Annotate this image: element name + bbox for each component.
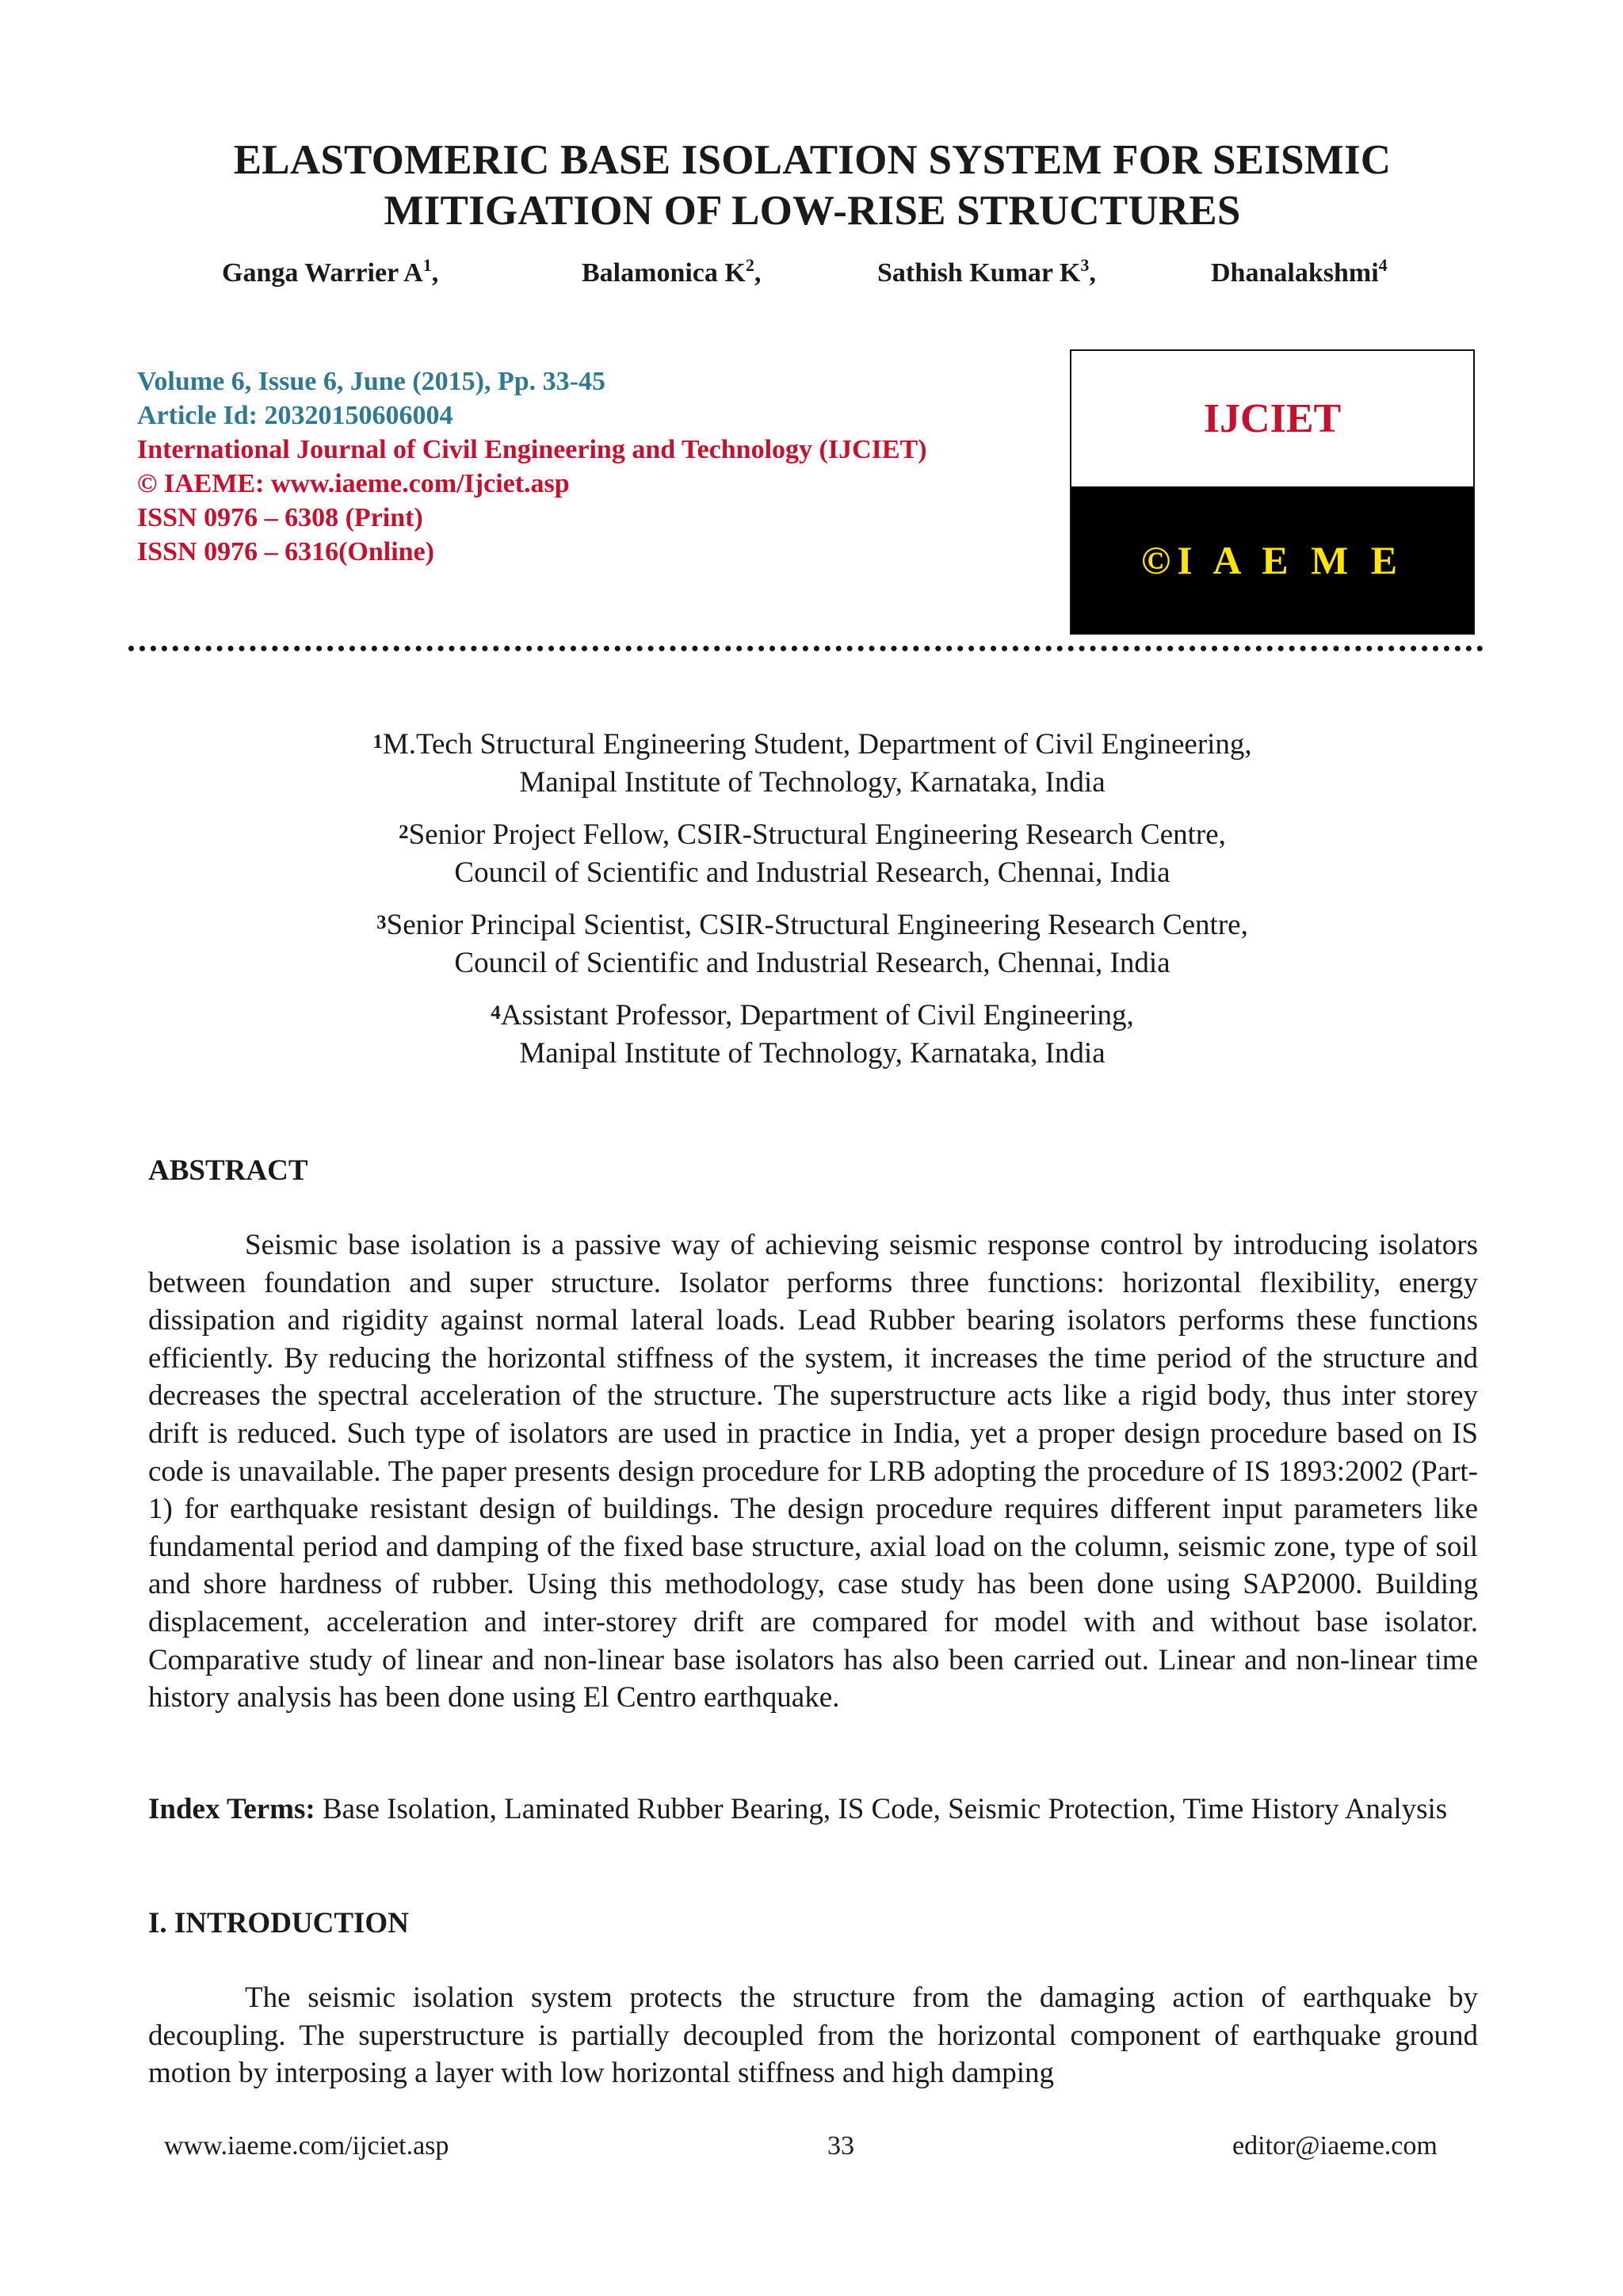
affiliations <box>238 726 1387 1087</box>
copyright-link[interactable]: © IAEME: www.iaeme.com/Ijciet.asp <box>137 469 570 498</box>
author-list <box>0 255 1623 298</box>
author-name: Dhanalakshmi <box>1211 258 1379 288</box>
author-name: Ganga Warrier A <box>222 258 423 288</box>
affiliation-4: $^4$Assistant Professor, Department of Civil Engineering, Manipal Institute of Technology, Karnataka, India <box>491 999 1134 1070</box>
logo-ijciet: IJCIET <box>1203 396 1342 441</box>
author-name: Sathish Kumar K <box>877 258 1081 288</box>
author-4 <box>1211 255 1388 288</box>
footer-url[interactable]: www.iaeme.com/ijciet.asp <box>164 2131 449 2161</box>
affiliation-1: $^1$M.Tech Structural Engineering Student, Department of Civil Engineering, Manipal Institute of Technology, Karnataka, India <box>372 728 1252 799</box>
journal-meta <box>137 364 927 569</box>
introduction-heading: I. INTRODUCTION <box>148 1907 409 1939</box>
affiliation-3: $^3$Senior Principal Scientist, CSIR-Structural Engineering Research Centre, Council of Scientific and Industrial Research, Chennai, India <box>376 909 1248 979</box>
article-id: Article Id: 20320150606004 <box>137 401 453 430</box>
index-terms-label: Index Terms: <box>148 1793 315 1825</box>
author-2: Balamonica $K^2$, <box>582 255 762 288</box>
author-sup: 3 <box>1080 255 1090 275</box>
affiliation-2: $^2$Senior Project Fellow, CSIR-Structural Engineering Research Centre, Council of Scientific and Industrial Research, Chennai, India <box>399 818 1226 889</box>
abstract-text: Seismic base isolation is a passive way of achieving seismic response control by introducing isolators between foundation and super structure. Isolator performs three functions: horizontal flexibility, energy dissipation and rigidity against normal lateral loads. Lead Rubber bearing isolators performs these functions efficiently. By reducing the horizontal stiffness of the system, it increases the time period of the structure and decreases the spectral acceleration of the structure. The superstructure acts like a rigid body, thus inter storey drift is reduced. Such type of isolators are used in practice in India, yet a proper design procedure based on IS code is unavailable. The paper presents design procedure for LRB adopting the procedure of IS 1893:2002 (Part-1) for earthquake resistant design of buildings. The design procedure requires different input parameters like fundamental period and damping of the fixed base structure, axial load on the column, seismic zone, type of soil and shore hardness of rubber. Using this methodology, case study has been done using SAP2000. Building displacement, acceleration and inter-storey drift are compared for model with and without base isolator. Comparative study of linear and non-linear base isolators has also been carried out. Linear and non-linear time history analysis has been done using El Centro earthquake. <box>148 1229 1478 1714</box>
page-number: 33 <box>827 2131 854 2161</box>
author-1: Ganga Warrier $A^1$, <box>222 255 439 288</box>
volume-info: Volume 6, Issue 6, June (2015), Pp. 33-45 <box>137 367 605 396</box>
author-name: Balamonica K <box>582 258 746 288</box>
journal-logo <box>1070 349 1475 635</box>
issn-online: ISSN 0976 – 6316(Online) <box>137 537 434 566</box>
author-sup: 4 <box>1378 255 1388 275</box>
footer-email[interactable]: editor@iaeme.com <box>1232 2131 1438 2161</box>
journal-name: International Journal of Civil Engineering and Technology (IJCIET) <box>137 435 927 464</box>
author-sup: 1 <box>422 255 432 275</box>
dotted-divider <box>128 646 1484 651</box>
index-terms <box>148 1791 1478 1829</box>
paper-title: ELASTOMERIC BASE ISOLATION SYSTEM FOR SEISMIC MITIGATION OF LOW-RISE STRUCTURES <box>233 137 1392 234</box>
issn-print: ISSN 0976 – 6308 (Print) <box>137 503 423 532</box>
abstract-heading: ABSTRACT <box>148 1154 308 1187</box>
index-terms-text: Base Isolation, Laminated Rubber Bearing, IS Code, Seismic Protection, Time History Analysis <box>322 1793 1448 1825</box>
author-sup: 2 <box>745 255 754 275</box>
introduction-text: The seismic isolation system protects the structure from the damaging action of earthquake by decoupling. The superstructure is partially decoupled from the horizontal component of earthquake ground motion by interposing a layer with low horizontal stiffness and high damping <box>148 1981 1478 2090</box>
logo-iaeme: ©I A E M E <box>1071 486 1473 633</box>
author-3: Sathish Kumar $K^3$, <box>877 255 1096 288</box>
